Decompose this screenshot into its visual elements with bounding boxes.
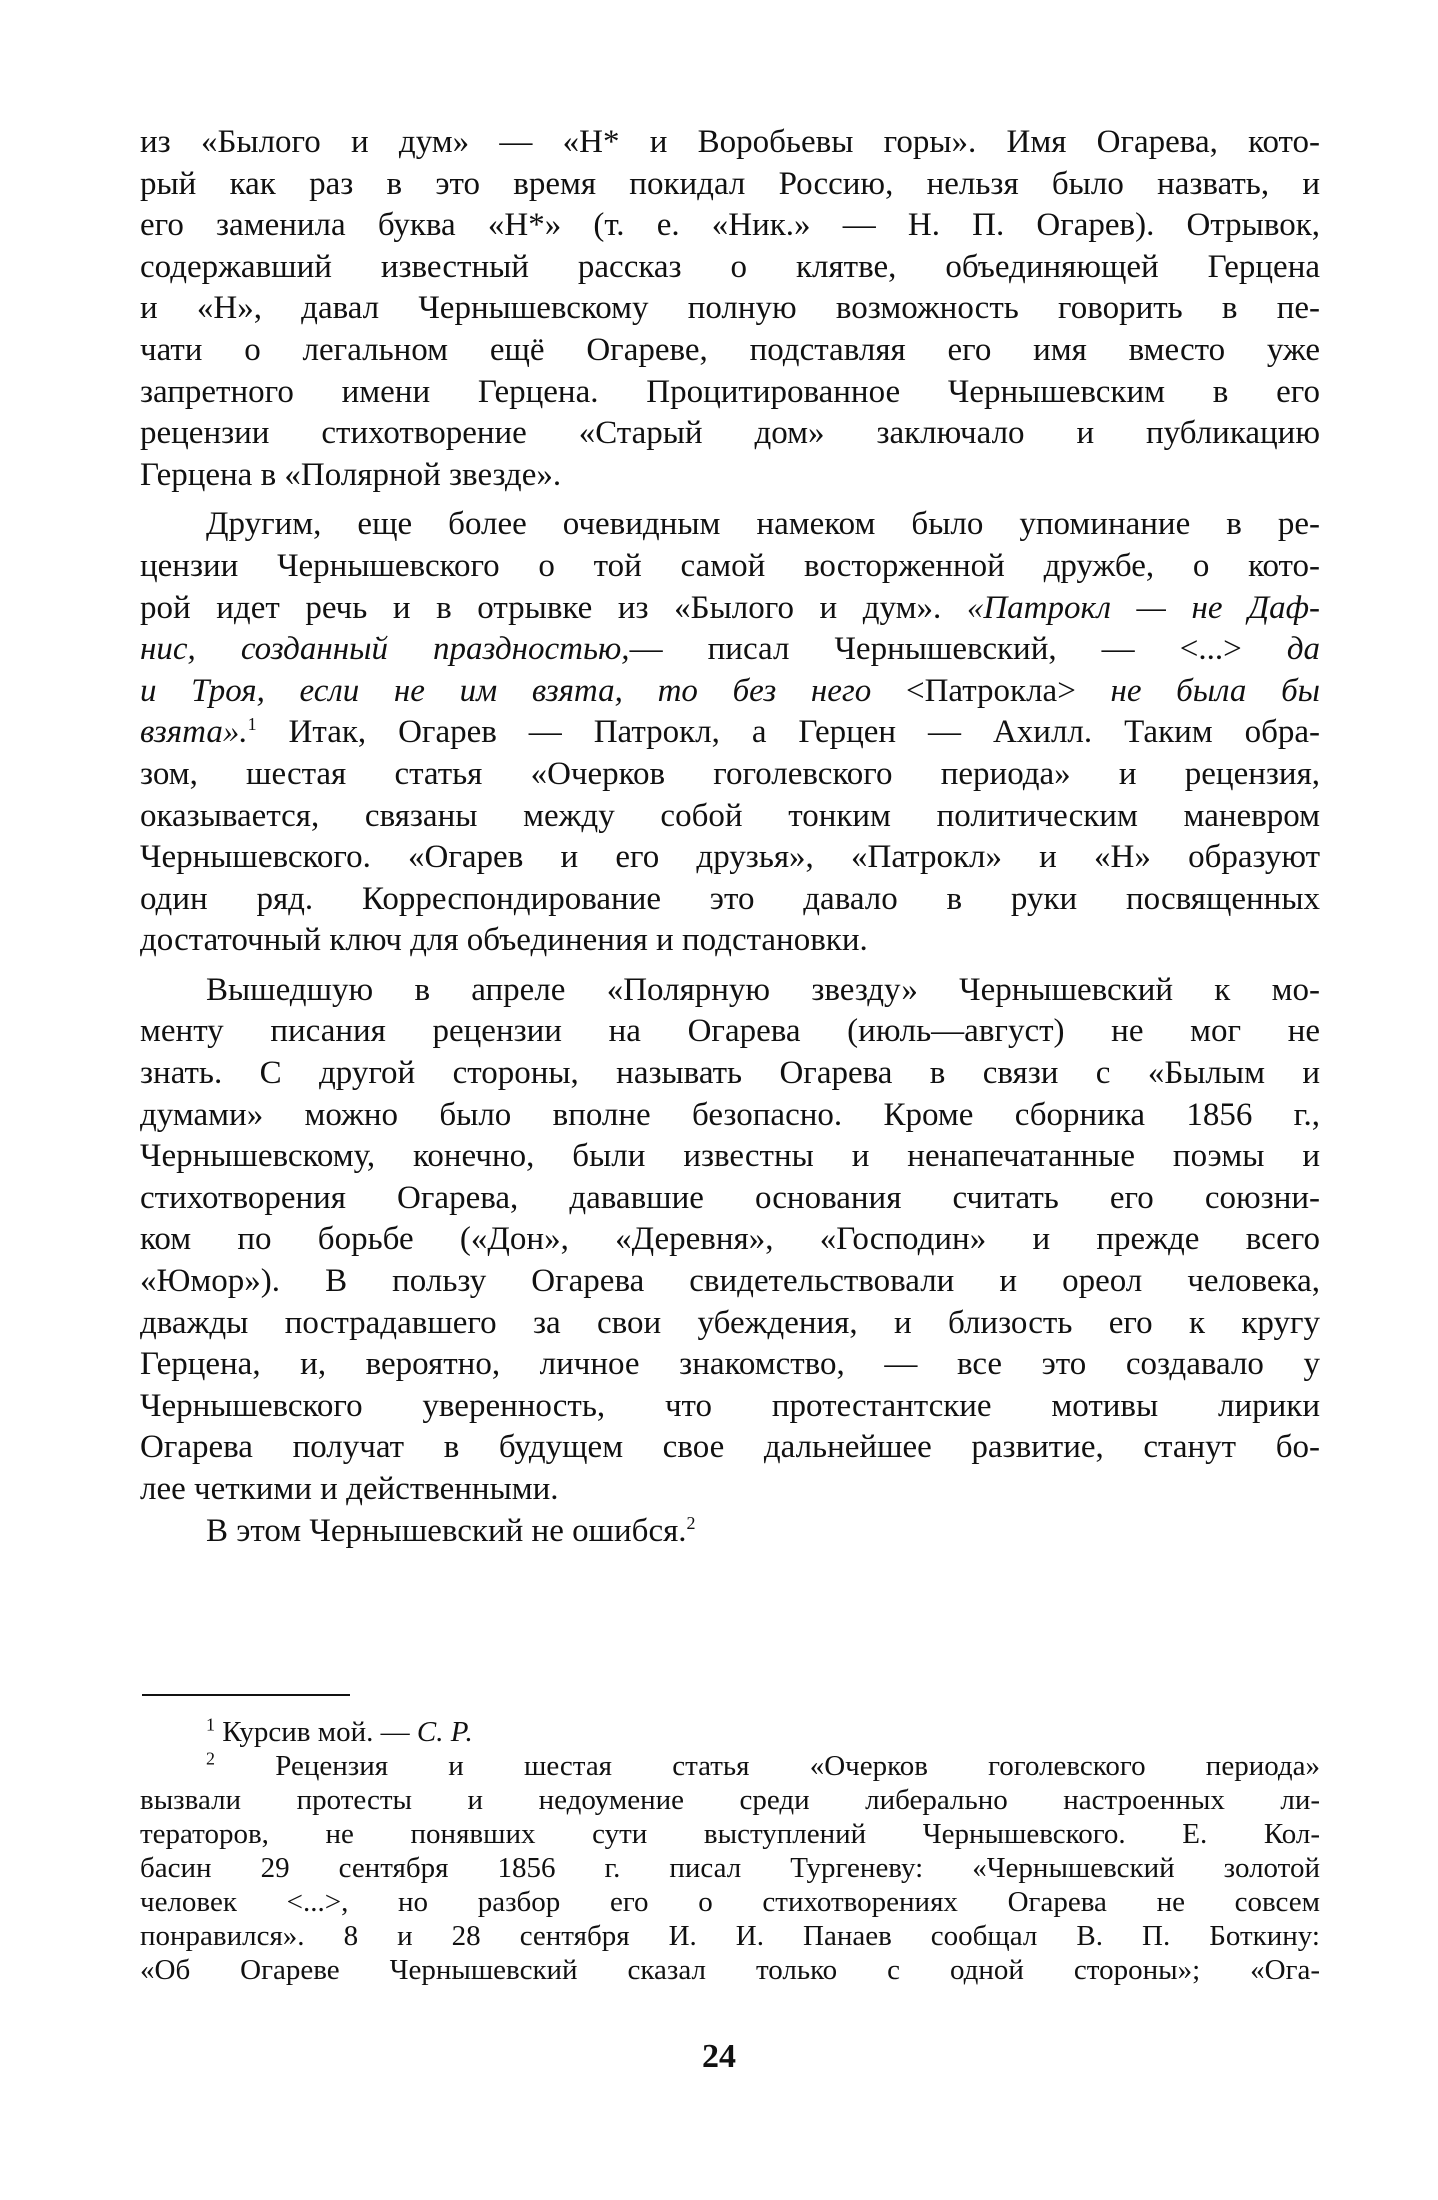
text-line: и «Н», давал Чернышевскому полную возможность говорить в пе-	[140, 290, 1320, 327]
text-line: рый как раз в это время покидал Россию, нельзя было назвать, и	[140, 165, 1320, 202]
text-line	[140, 629, 1320, 671]
text-run: Курсив мой. —	[222, 1716, 410, 1748]
footnote-line: тераторов, не понявших сути выступлений Чернышевского. Е. Кол-	[140, 1818, 1320, 1850]
text-line: дважды пострадавшего за свои убеждения, и близость его к кругу	[140, 1304, 1320, 1341]
text-line: один ряд. Корреспондирование это давало в руки посвященных	[140, 880, 1320, 917]
footnote-number: 2	[206, 1748, 215, 1769]
italic-quote: нис, созданный праздностью,	[140, 631, 630, 668]
text-line: оказывается, связаны между собой тонким политическим маневром	[140, 797, 1320, 834]
footnote-line: басин 29 сентября 1856 г. писал Тургеневу: «Чернышевский золотой	[140, 1852, 1320, 1884]
text-line: из «Былого и дум» — «Н* и Воробьевы горы». Имя Огарева, кото-	[140, 124, 1320, 160]
text-line: «Юмор»). В пользу Огарева свидетельствовали и ореол человека,	[140, 1263, 1320, 1300]
text-line: достаточный ключ для объединения и подстановки.	[140, 922, 868, 959]
italic-quote: и Троя, если не им взята, то без него	[140, 672, 872, 709]
footnote-number: 1	[206, 1714, 215, 1735]
text-line: зом, шестая статья «Очерков гоголевского периода» и рецензия,	[140, 755, 1320, 792]
text-line	[140, 1511, 1320, 1553]
text-line: чати о легальном ещё Огареве, подставляя его имя вместо уже	[140, 331, 1320, 368]
footnote-ref: 2	[686, 1512, 696, 1533]
text-line: Вышедшую в апреле «Полярную звезду» Чернышевский к мо-	[206, 971, 1320, 1008]
text-line: лее четкими и действенными.	[140, 1471, 559, 1507]
text-line	[140, 712, 1320, 754]
italic-initials: С. Р.	[416, 1716, 473, 1748]
text-line: Чернышевскому, конечно, были известны и ненапечатанные поэмы и	[140, 1138, 1320, 1175]
italic-quote: взята».	[140, 714, 248, 751]
footnote-line: вызвали протесты и недоумение среди либерально настроенных ли-	[140, 1784, 1320, 1816]
text-line: запретного имени Герцена. Процитированное Чернышевским в его	[140, 373, 1320, 410]
text-line: Огарева получат в будущем свое дальнейшее развитие, станут бо-	[140, 1429, 1320, 1466]
text-run: рой идет речь и в отрывке из «Былого и дум».	[140, 589, 942, 626]
main-text	[140, 122, 1320, 1552]
text-line: Чернышевского. «Огарев и его друзья», «Патрокл» и «Н» образуют	[140, 839, 1320, 876]
footnote-divider	[142, 1694, 350, 1696]
text-line: Герцена в «Полярной звезде».	[140, 456, 562, 493]
page-number: 24	[702, 2038, 736, 2075]
text-line: рецензии стихотворение «Старый дом» заключало и публикацию	[140, 415, 1320, 452]
italic-quote: не была бы	[1110, 672, 1321, 709]
text-run: — писал Чернышевский, — <...>	[629, 631, 1242, 668]
text-line	[140, 588, 1320, 630]
italic-quote: да	[1286, 631, 1321, 668]
text-line: его заменила буква «Н*» (т. е. «Ник.» — Н. П. Огарев). Отрывок,	[140, 207, 1320, 244]
text-run: Рецензия и шестая статья «Очерков гоголевского периода»	[275, 1750, 1321, 1782]
footnote-line: «Об Огареве Чернышевский сказал только с одной стороны»; «Ога-	[140, 1954, 1320, 1986]
text-line	[140, 671, 1320, 713]
text-line: Чернышевского уверенность, что протестантские мотивы лирики	[140, 1387, 1320, 1424]
footnotes	[140, 1715, 1320, 1987]
text-run: Итак, Огарев — Патрокл, а Герцен — Ахилл. Таким обра-	[288, 714, 1321, 751]
text-line: Другим, еще более очевидным намеком было упоминание в ре-	[206, 506, 1320, 543]
text-line: стихотворения Огарева, дававшие основания считать его союзни-	[140, 1179, 1320, 1216]
footnote-ref: 1	[247, 714, 257, 735]
text-run: В этом Чернышевский не ошибся.	[206, 1512, 687, 1549]
text-run: <Патрокла>	[905, 672, 1076, 709]
text-line: менту писания рецензии на Огарева (июль—август) не мог не	[140, 1013, 1320, 1050]
footnote-line	[140, 1715, 1320, 1749]
text-line: ком по борьбе («Дон», «Деревня», «Господин» и прежде всего	[140, 1221, 1320, 1258]
text-line: думами» можно было вполне безопасно. Кроме сборника 1856 г.,	[140, 1096, 1320, 1133]
text-line: знать. С другой стороны, называть Огарева в связи с «Былым и	[140, 1055, 1320, 1092]
footnote-line: человек <...>, но разбор его о стихотворениях Огарева не совсем	[140, 1886, 1320, 1918]
text-line: Герцена, и, вероятно, личное знакомство, — все это создавало у	[140, 1346, 1320, 1383]
footnote-line: понравился». 8 и 28 сентября И. И. Панаев сообщал В. П. Боткину:	[140, 1920, 1320, 1952]
footnote-line	[140, 1749, 1320, 1783]
text-line: содержавший известный рассказ о клятве, объединяющей Герцена	[140, 248, 1320, 285]
text-line: цензии Чернышевского о той самой восторженной дружбе, о кото-	[140, 547, 1320, 584]
italic-quote: «Патрокл — не Даф-	[966, 589, 1320, 626]
